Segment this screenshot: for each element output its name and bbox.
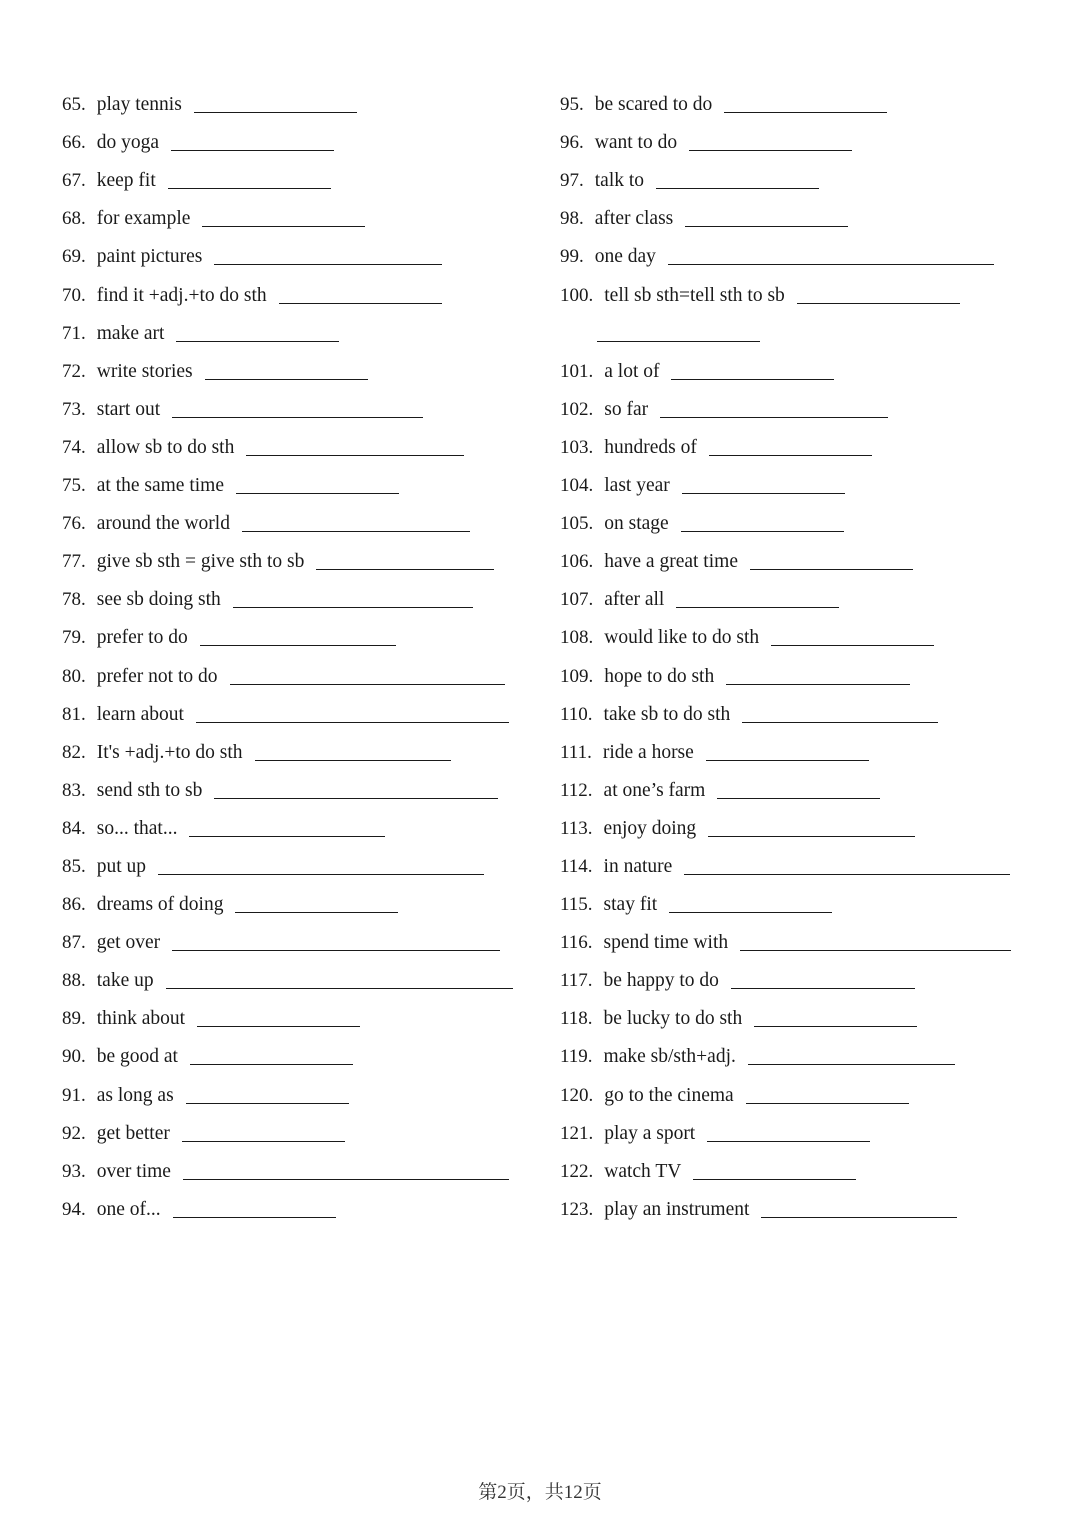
- phrase-text: around the world: [96, 513, 230, 535]
- item-number: 118.: [560, 1008, 593, 1030]
- answer-blank: [279, 303, 442, 304]
- exercise-item: [62, 732, 532, 770]
- phrase-text: make sb/sth+adj.: [603, 1046, 736, 1068]
- item-number: 110.: [560, 703, 593, 725]
- exercise-item: [62, 503, 532, 541]
- answer-blank: [726, 684, 910, 685]
- answer-blank: [656, 188, 819, 189]
- phrase-text: be good at: [96, 1046, 178, 1068]
- phrase-text: over time: [96, 1160, 171, 1182]
- item-number: 82.: [62, 741, 86, 763]
- phrase-text: one day: [594, 246, 656, 268]
- exercise-item: [62, 617, 532, 655]
- exercise-item: [560, 770, 1040, 808]
- exercise-item: [62, 427, 532, 465]
- item-number: 85.: [62, 855, 86, 877]
- item-number: 105.: [560, 513, 594, 535]
- phrase-text: go to the cinema: [604, 1084, 734, 1106]
- answer-blank: [176, 341, 339, 342]
- exercise-item: [560, 1189, 1040, 1227]
- answer-blank: [669, 912, 832, 913]
- item-number: 113.: [560, 817, 593, 839]
- exercise-item: [560, 313, 1040, 351]
- answer-blank: [717, 798, 880, 799]
- exercise-item: [560, 655, 1040, 693]
- item-number: 78.: [62, 589, 86, 611]
- item-number: 65.: [62, 94, 86, 116]
- phrase-text: so far: [604, 398, 649, 420]
- page-footer: 第2页，共12页: [478, 1482, 602, 1503]
- phrase-text: talk to: [594, 170, 645, 192]
- item-number: 77.: [62, 551, 86, 573]
- phrase-text: have a great time: [604, 551, 738, 573]
- item-number: 93.: [62, 1160, 86, 1182]
- item-number: 120.: [560, 1084, 594, 1106]
- phrase-text: as long as: [96, 1084, 174, 1106]
- exercise-item: [560, 84, 1040, 122]
- phrase-text: be scared to do: [594, 94, 713, 116]
- exercise-item: [560, 1151, 1040, 1189]
- item-number: 75.: [62, 475, 86, 497]
- exercise-item: [62, 655, 532, 693]
- item-number: 117.: [560, 970, 593, 992]
- answer-blank: [750, 569, 913, 570]
- answer-blank: [214, 264, 442, 265]
- exercise-item: [62, 84, 532, 122]
- answer-blank: [797, 303, 960, 304]
- exercise-item: [62, 236, 532, 274]
- exercise-item: [560, 846, 1040, 884]
- exercise-item: [62, 579, 532, 617]
- phrase-text: get over: [96, 932, 161, 954]
- item-number: 81.: [62, 703, 86, 725]
- answer-blank: [689, 150, 852, 151]
- item-number: 90.: [62, 1046, 86, 1068]
- answer-blank: [196, 722, 509, 723]
- phrase-text: prefer to do: [96, 627, 188, 649]
- exercise-item: [560, 389, 1040, 427]
- phrase-text: after all: [604, 589, 665, 611]
- phrase-text: last year: [604, 475, 670, 497]
- phrase-text: ride a horse: [602, 741, 694, 763]
- exercise-item: [560, 1113, 1040, 1151]
- exercise-item: [560, 1036, 1040, 1074]
- item-number: 101.: [560, 360, 594, 382]
- answer-blank: [236, 493, 399, 494]
- item-number: 89.: [62, 1008, 86, 1030]
- answer-blank: [746, 1103, 909, 1104]
- exercise-item: [62, 351, 532, 389]
- item-number: 114.: [560, 855, 593, 877]
- answer-blank: [709, 455, 872, 456]
- phrase-text: learn about: [96, 703, 184, 725]
- exercise-item: [560, 274, 1040, 312]
- answer-blank: [235, 912, 398, 913]
- item-number: 116.: [560, 932, 593, 954]
- phrase-text: enjoy doing: [603, 817, 697, 839]
- answer-blank: [205, 379, 368, 380]
- exercise-item: [62, 884, 532, 922]
- exercise-item: [62, 1189, 532, 1227]
- item-number: 112.: [560, 779, 593, 801]
- item-number: 97.: [560, 170, 584, 192]
- exercise-item: [560, 427, 1040, 465]
- item-number: 79.: [62, 627, 86, 649]
- exercise-item: [560, 1074, 1040, 1112]
- phrase-text: put up: [96, 855, 147, 877]
- item-number: 69.: [62, 246, 86, 268]
- answer-blank: [731, 988, 915, 989]
- phrase-text: think about: [96, 1008, 186, 1030]
- exercise-item: [62, 1113, 532, 1151]
- item-number: 123.: [560, 1198, 594, 1220]
- answer-blank: [761, 1217, 957, 1218]
- answer-blank: [189, 836, 385, 837]
- exercise-item: [62, 274, 532, 312]
- item-number: 119.: [560, 1046, 593, 1068]
- phrase-text: get better: [96, 1122, 170, 1144]
- answer-blank: [660, 417, 888, 418]
- item-number: 109.: [560, 665, 594, 687]
- exercise-item: [62, 808, 532, 846]
- phrase-text: take up: [96, 970, 154, 992]
- item-number: 104.: [560, 475, 594, 497]
- item-number: 122.: [560, 1160, 594, 1182]
- item-number: 66.: [62, 132, 86, 154]
- phrase-text: make art: [96, 322, 165, 344]
- answer-blank: [671, 379, 834, 380]
- exercise-item: [560, 122, 1040, 160]
- phrase-text: be happy to do: [603, 970, 719, 992]
- item-number: 80.: [62, 665, 86, 687]
- phrase-text: at the same time: [96, 475, 224, 497]
- phrase-text: prefer not to do: [96, 665, 218, 687]
- answer-blank: [233, 607, 473, 608]
- phrase-text: play an instrument: [604, 1198, 750, 1220]
- answer-blank: [255, 760, 451, 761]
- answer-blank: [171, 150, 334, 151]
- answer-blank: [230, 684, 505, 685]
- exercise-item: [560, 579, 1040, 617]
- exercise-item: [560, 351, 1040, 389]
- item-number: 87.: [62, 932, 86, 954]
- item-number: 83.: [62, 779, 86, 801]
- exercise-item: [62, 1151, 532, 1189]
- phrase-text: play a sport: [604, 1122, 696, 1144]
- answer-blank: [682, 493, 845, 494]
- exercise-item: [62, 160, 532, 198]
- item-number: 96.: [560, 132, 584, 154]
- item-number: 103.: [560, 436, 594, 458]
- answer-blank: [316, 569, 494, 570]
- answer-blank: [771, 645, 934, 646]
- item-number: 71.: [62, 322, 86, 344]
- exercise-item: [560, 694, 1040, 732]
- item-number: 98.: [560, 208, 584, 230]
- exercise-item: [62, 1036, 532, 1074]
- answer-blank: [740, 950, 1011, 951]
- item-number: 106.: [560, 551, 594, 573]
- answer-blank: [706, 760, 869, 761]
- item-number: 94.: [62, 1198, 86, 1220]
- exercise-item: [560, 998, 1040, 1036]
- phrase-text: tell sb sth=tell sth to sb: [604, 284, 785, 306]
- phrase-text: at one’s farm: [603, 779, 706, 801]
- answer-blank: [158, 874, 484, 875]
- phrase-text: give sb sth = give sth to sb: [96, 551, 305, 573]
- answer-blank: [194, 112, 357, 113]
- phrase-text: on stage: [604, 513, 669, 535]
- phrase-text: stay fit: [603, 894, 658, 916]
- item-number: 102.: [560, 398, 594, 420]
- exercise-item: [62, 846, 532, 884]
- phrase-text: in nature: [603, 855, 673, 877]
- item-number: 108.: [560, 627, 594, 649]
- exercise-item: [560, 808, 1040, 846]
- phrase-text: do yoga: [96, 132, 160, 154]
- item-number: 74.: [62, 436, 86, 458]
- item-number: 67.: [62, 170, 86, 192]
- item-number: 91.: [62, 1084, 86, 1106]
- phrase-text: send sth to sb: [96, 779, 203, 801]
- answer-blank: [190, 1064, 353, 1065]
- item-number: 84.: [62, 817, 86, 839]
- answer-blank: [684, 874, 1010, 875]
- phrase-text: after class: [594, 208, 674, 230]
- answer-blank: [197, 1026, 360, 1027]
- exercise-item: [560, 236, 1040, 274]
- exercise-item: [62, 541, 532, 579]
- item-number: 88.: [62, 970, 86, 992]
- phrase-text: hope to do sth: [604, 665, 715, 687]
- answer-blank: [173, 1217, 336, 1218]
- answer-blank: [748, 1064, 955, 1065]
- answer-blank: [186, 1103, 349, 1104]
- exercise-item: [62, 122, 532, 160]
- answer-blank: [172, 950, 500, 951]
- answer-blank: [182, 1141, 345, 1142]
- left-column: [62, 84, 532, 1227]
- answer-blank: [676, 607, 839, 608]
- phrase-text: a lot of: [604, 360, 660, 382]
- exercise-item: [560, 503, 1040, 541]
- phrase-text: watch TV: [604, 1160, 682, 1182]
- exercise-item: [62, 1074, 532, 1112]
- answer-blank: [708, 836, 915, 837]
- phrase-text: dreams of doing: [96, 894, 224, 916]
- exercise-item: [560, 922, 1040, 960]
- exercise-item: [560, 160, 1040, 198]
- exercise-item: [62, 313, 532, 351]
- phrase-text: see sb doing sth: [96, 589, 221, 611]
- answer-blank: [242, 531, 470, 532]
- exercise-item: [62, 694, 532, 732]
- item-number: 86.: [62, 894, 86, 916]
- phrase-text: would like to do sth: [604, 627, 760, 649]
- exercise-item: [560, 960, 1040, 998]
- answer-blank: [742, 722, 938, 723]
- item-number: 99.: [560, 246, 584, 268]
- phrase-text: find it +adj.+to do sth: [96, 284, 267, 306]
- item-number: 115.: [560, 894, 593, 916]
- phrase-text: for example: [96, 208, 191, 230]
- exercise-item: [62, 998, 532, 1036]
- exercise-item: [62, 465, 532, 503]
- answer-blank: [597, 341, 760, 342]
- item-number: 95.: [560, 94, 584, 116]
- item-number: 107.: [560, 589, 594, 611]
- phrase-text: allow sb to do sth: [96, 436, 235, 458]
- answer-blank: [202, 226, 365, 227]
- item-number: 68.: [62, 208, 86, 230]
- answer-blank: [214, 798, 498, 799]
- exercise-item: [560, 465, 1040, 503]
- answer-blank: [693, 1179, 856, 1180]
- phrase-text: one of...: [96, 1198, 161, 1220]
- exercise-item: [62, 922, 532, 960]
- answer-blank: [166, 988, 513, 989]
- item-number: 111.: [560, 741, 592, 763]
- phrase-text: start out: [96, 398, 161, 420]
- item-number: 70.: [62, 284, 86, 306]
- exercise-item: [62, 198, 532, 236]
- exercise-item: [62, 389, 532, 427]
- phrase-text: paint pictures: [96, 246, 203, 268]
- item-number: 121.: [560, 1122, 594, 1144]
- exercise-item: [560, 732, 1040, 770]
- answer-blank: [754, 1026, 917, 1027]
- phrase-text: hundreds of: [604, 436, 697, 458]
- exercise-item: [560, 617, 1040, 655]
- exercise-item: [560, 884, 1040, 922]
- phrase-text: spend time with: [603, 932, 729, 954]
- answer-blank: [246, 455, 464, 456]
- item-number: 73.: [62, 398, 86, 420]
- answer-blank: [183, 1179, 509, 1180]
- phrase-text: write stories: [96, 360, 193, 382]
- answer-blank: [707, 1141, 870, 1142]
- answer-blank: [668, 264, 994, 265]
- answer-blank: [172, 417, 423, 418]
- answer-blank: [200, 645, 396, 646]
- exercise-item: [62, 770, 532, 808]
- exercise-item: [560, 198, 1040, 236]
- exercise-item: [62, 960, 532, 998]
- phrase-text: want to do: [594, 132, 678, 154]
- right-column: [560, 84, 1040, 1227]
- answer-blank: [168, 188, 331, 189]
- phrase-text: be lucky to do sth: [603, 1008, 743, 1030]
- exercise-item: [560, 541, 1040, 579]
- phrase-text: play tennis: [96, 94, 182, 116]
- answer-blank: [724, 112, 887, 113]
- item-number: 76.: [62, 513, 86, 535]
- answer-blank: [681, 531, 844, 532]
- item-number: 72.: [62, 360, 86, 382]
- phrase-text: keep fit: [96, 170, 156, 192]
- answer-blank: [685, 226, 848, 227]
- item-number: 100.: [560, 284, 594, 306]
- phrase-text: It's +adj.+to do sth: [96, 741, 243, 763]
- phrase-text: take sb to do sth: [603, 703, 731, 725]
- item-number: 92.: [62, 1122, 86, 1144]
- phrase-text: so... that...: [96, 817, 178, 839]
